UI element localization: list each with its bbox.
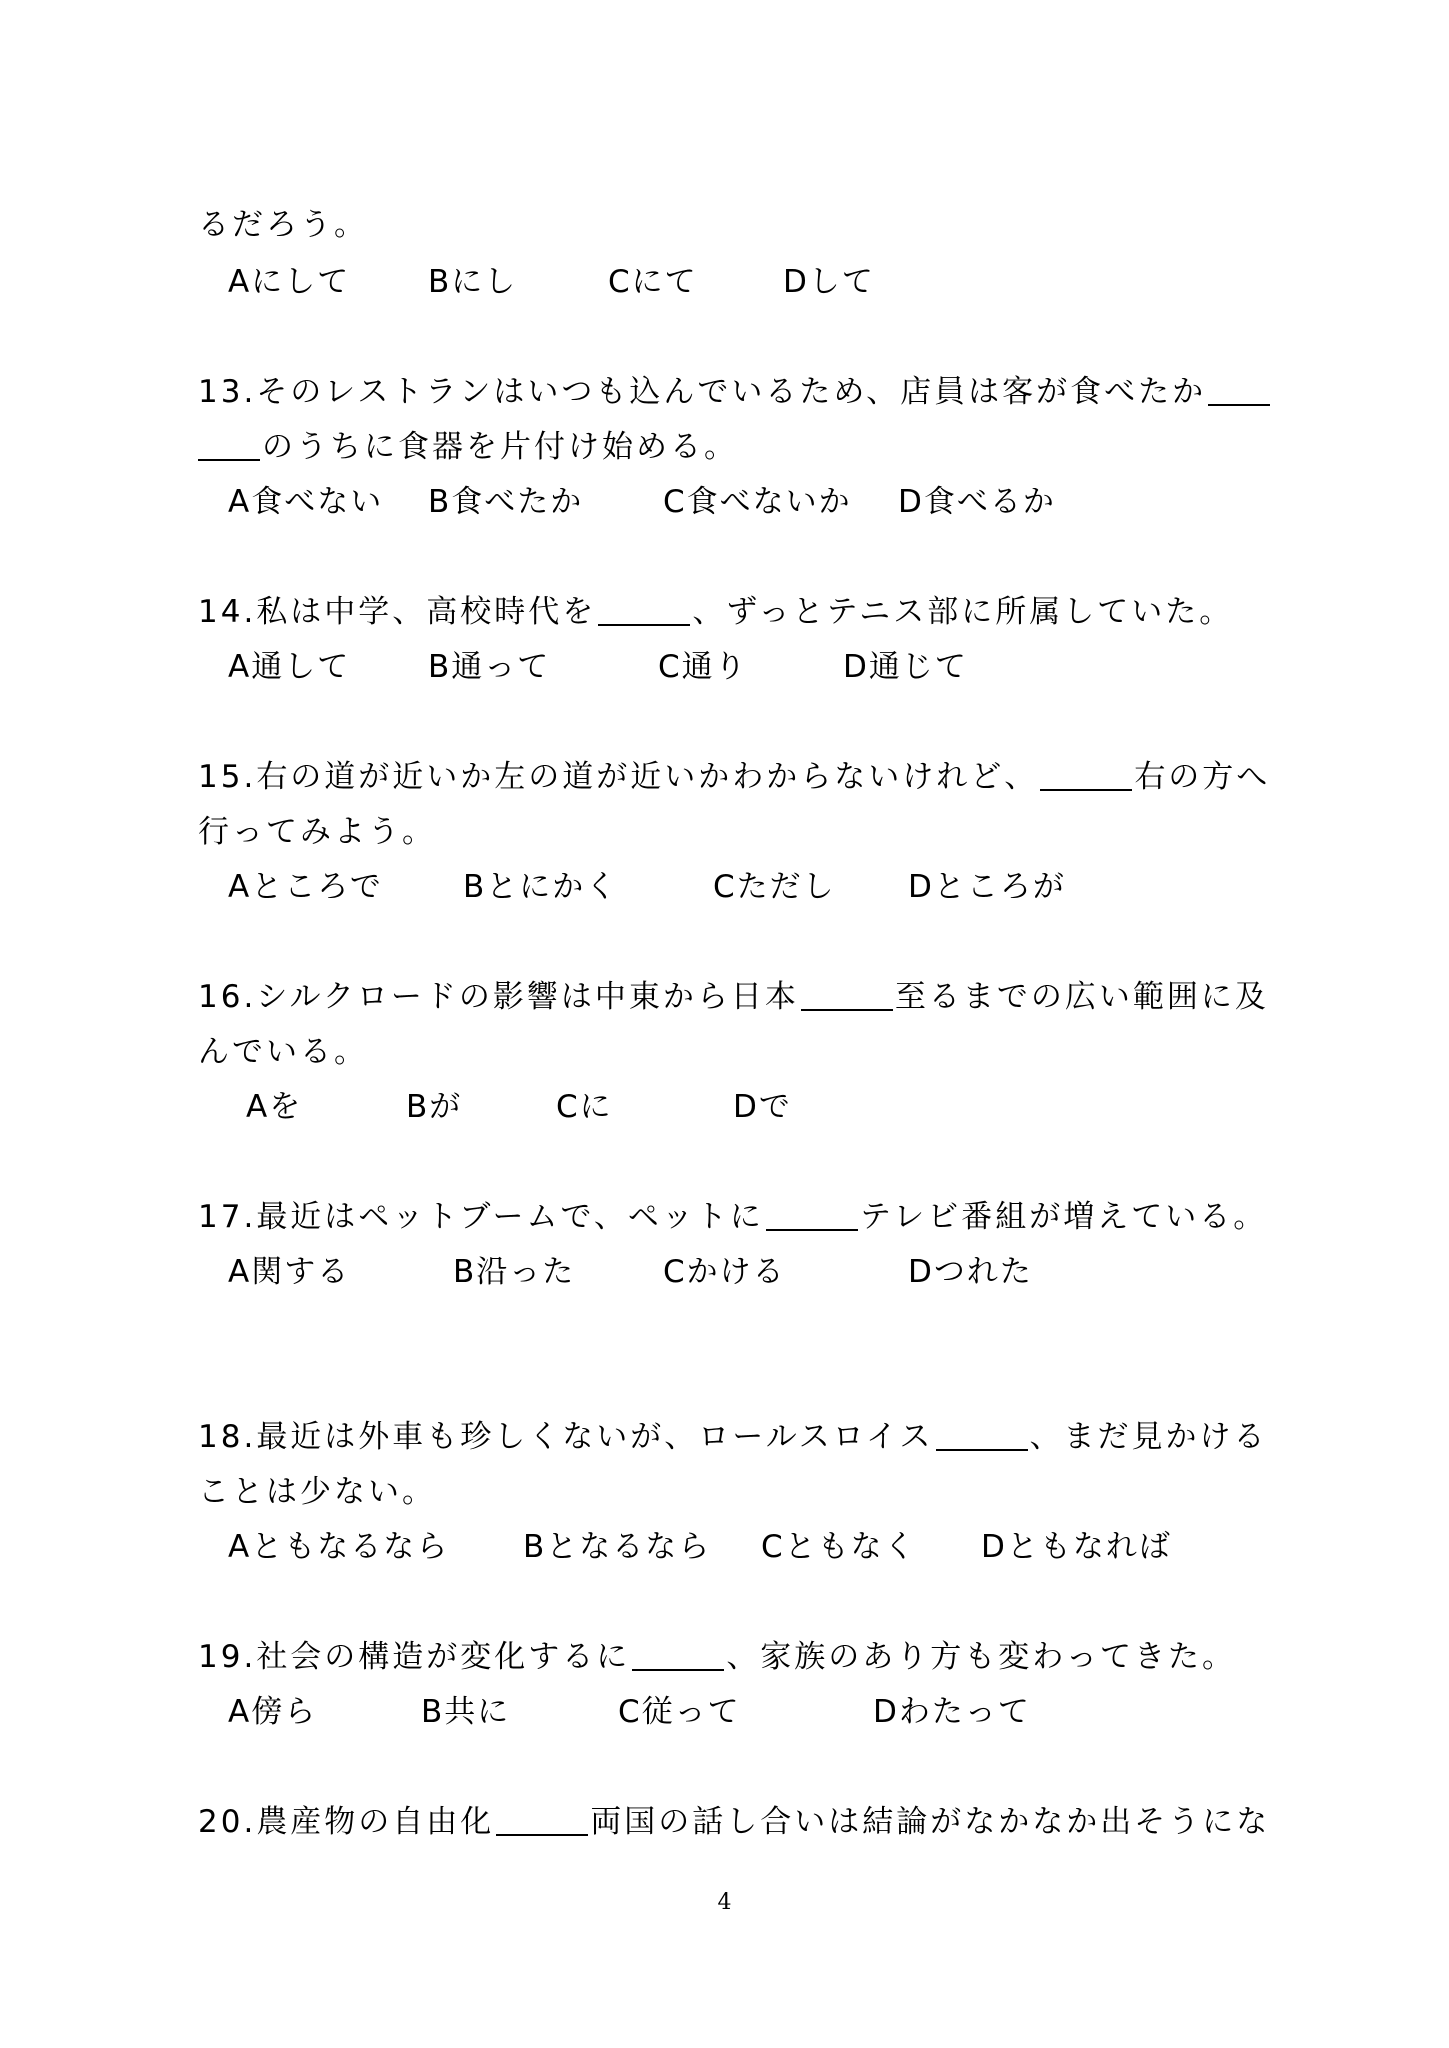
option-c: Cにて	[608, 264, 698, 300]
question-text: テレビ番組が増えている。	[859, 1199, 1268, 1235]
question-15-line1	[198, 757, 1270, 797]
question-19-line1	[198, 1637, 1236, 1677]
option-a: A食べない	[228, 484, 384, 520]
question-text: シルクロードの影響は中東から日本	[256, 979, 799, 1015]
question-text: 至るまでの広い範囲に及	[894, 979, 1269, 1015]
question-18-line1	[198, 1417, 1268, 1457]
question-18-options	[228, 1527, 1328, 1567]
question-number: 15.	[198, 759, 257, 795]
option-b: B共に	[421, 1694, 511, 1730]
answer-blank	[766, 1199, 858, 1231]
option-d: Dわたって	[873, 1694, 1031, 1730]
prev-question-tail: るだろう。	[198, 207, 368, 243]
question-text: 農産物の自由化	[256, 1804, 495, 1840]
option-a: Aともなるなら	[228, 1529, 450, 1565]
answer-blank	[496, 1804, 588, 1836]
question-text: 最近はペットブームで、ペットに	[256, 1199, 764, 1235]
question-15-line2: 行ってみよう。	[198, 814, 436, 850]
question-number: 20.	[198, 1804, 257, 1840]
question-number: 14.	[198, 594, 257, 630]
option-d: Dして	[783, 264, 875, 300]
question-text: 、まだ見かける	[1029, 1419, 1268, 1455]
question-16-line2: んでいる。	[198, 1034, 368, 1070]
option-a: A傍ら	[228, 1694, 318, 1730]
option-b: Bとなるなら	[523, 1529, 712, 1565]
option-a: Aにして	[228, 264, 351, 300]
option-a: A通して	[228, 649, 351, 685]
option-c: Cかける	[663, 1254, 786, 1290]
option-b: Bが	[406, 1089, 463, 1125]
question-13-line2	[198, 427, 738, 467]
option-d: Dつれた	[908, 1254, 1033, 1290]
question-text: 社会の構造が変化するに	[256, 1639, 631, 1675]
question-17-options	[228, 1252, 1328, 1292]
question-16-options	[228, 1087, 1328, 1127]
option-c: Cに	[556, 1089, 613, 1125]
option-b: B沿った	[453, 1254, 576, 1290]
option-a: A関する	[228, 1254, 351, 1290]
question-18-line2: ことは少ない。	[198, 1474, 436, 1510]
question-text: 右の道が近いか左の道が近いかわからないけれど、	[256, 759, 1039, 795]
question-number: 13.	[198, 374, 257, 410]
question-15-options	[228, 867, 1328, 907]
question-text: 右の方へ	[1134, 759, 1271, 795]
option-d: Dで	[733, 1089, 792, 1125]
question-14-line1	[198, 592, 1233, 632]
option-c: C従って	[618, 1694, 741, 1730]
question-text: 最近は外車も珍しくないが、ロールスロイス	[256, 1419, 934, 1455]
option-c: Cともなく	[761, 1529, 917, 1565]
answer-blank	[1208, 374, 1270, 406]
option-a: Aを	[246, 1089, 303, 1125]
question-19-options	[228, 1692, 1328, 1732]
question-number: 18.	[198, 1419, 257, 1455]
question-text: のうちに食器を片付け始める。	[262, 429, 738, 465]
option-b: B食べたか	[428, 484, 584, 520]
option-c: C通り	[658, 649, 748, 685]
question-16-line1	[198, 977, 1269, 1017]
option-c: Cただし	[713, 869, 836, 905]
page-number: 4	[717, 1890, 732, 1915]
option-b: B通って	[428, 649, 551, 685]
question-number: 19.	[198, 1639, 257, 1675]
option-b: Bとにかく	[463, 869, 619, 905]
question-text: 私は中学、高校時代を	[256, 594, 597, 630]
question-13-line1	[198, 372, 1272, 412]
option-a: Aところで	[228, 869, 383, 905]
answer-blank	[198, 429, 260, 461]
prev-options	[228, 262, 1328, 302]
question-14-options	[228, 647, 1328, 687]
question-text: そのレストランはいつも込んでいるため、店員は客が食べたか	[256, 374, 1207, 410]
question-13-options	[228, 482, 1328, 522]
option-d: D通じて	[843, 649, 968, 685]
option-b: Bにし	[428, 264, 518, 300]
option-d: Dところが	[908, 869, 1066, 905]
question-text: 、家族のあり方も変わってきた。	[726, 1639, 1237, 1675]
answer-blank	[801, 979, 893, 1011]
answer-blank	[1040, 759, 1132, 791]
answer-blank	[936, 1419, 1028, 1451]
question-text: 両国の話し合いは結論がなかなか出そうにな	[590, 1804, 1271, 1840]
question-number: 17.	[198, 1199, 257, 1235]
answer-blank	[598, 594, 690, 626]
question-17-line1	[198, 1197, 1267, 1237]
question-text: 、ずっとテニス部に所属していた。	[692, 594, 1234, 630]
option-d: Dともなれば	[981, 1529, 1172, 1565]
option-d: D食べるか	[898, 484, 1056, 520]
answer-blank	[632, 1639, 724, 1671]
question-number: 16.	[198, 979, 257, 1015]
option-c: C食べないか	[663, 484, 852, 520]
question-20-line1	[198, 1802, 1270, 1842]
